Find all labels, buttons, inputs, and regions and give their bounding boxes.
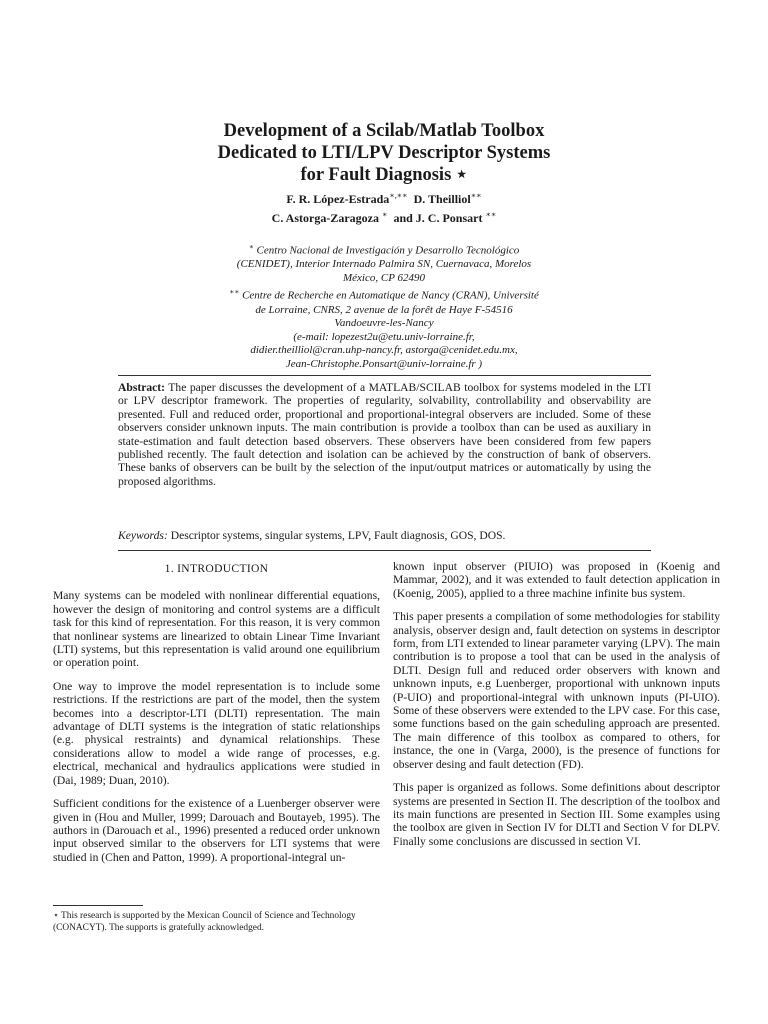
affiliation-line: México, CP 62490: [343, 271, 425, 284]
author-line-2: [100, 207, 668, 226]
abstract-label: Abstract:: [118, 381, 166, 394]
left-column: [53, 560, 380, 874]
keywords-bottom-rule: [118, 550, 651, 551]
footnote-text: This research is supported by the Mexican Council of Science and Technology (CONACYT). The supports is gratefully acknowledged.: [53, 911, 356, 933]
author-theilliol: D. Theilliol: [413, 192, 471, 206]
right-column: [393, 560, 720, 858]
author-ponsart: and J. C. Ponsart: [393, 211, 483, 225]
paragraph: Sufficient conditions for the existence of a Luenberger observer were given in (Hou and Muller, 1999; Darouach and Boutayeb, 1995). The authors in (Darouach et al., 1996) presented a reduced order unknown input observed similar to the observers for LTI systems that were studied in (Chen and Patton, 1999). A proportional-integral un-: [53, 797, 380, 864]
keywords: [118, 529, 651, 543]
abstract-text: The paper discusses the development of a MATLAB/SCILAB toolbox for systems modeled in the LTI or LPV descriptor framework. The properties of regularity, solvability, controllability and observability are presented. Full and reduced order, proportional and proportional-integral observers are included. Some of these observers consider unknown inputs. The main contribution is provide a toolbox than can be used as auxiliary in state-estimation and fault detection based observers. These observers have been considered from few papers published recently. The fault detection and isolation can be achieved by the construction of bank of observers. These banks of observers can be built by the selection of the input/output matrices or automatically by using the proposed algorithms.: [118, 381, 651, 488]
abstract-top-rule: [118, 375, 651, 376]
paragraph: Many systems can be modeled with nonlinear differential equations, however the design of monitoring and control systems are a difficult task for this kind of representation. For this reason, it is very common that nonlinear systems are linearized to obtain Linear Time Invariant (LTI) systems, but this representation is valid around one equilibrium or operation point.: [53, 589, 380, 670]
paper-title: [100, 120, 668, 186]
keywords-text: Descriptor systems, singular systems, LPV, Fault diagnosis, GOS, DOS.: [167, 529, 506, 542]
author-line-1: [100, 188, 668, 207]
affiliation-text: Centro Nacional de Investigación y Desarrollo Tecnológico: [256, 244, 520, 257]
abstract: [118, 381, 651, 488]
section-heading-introduction: 1. INTRODUCTION: [164, 562, 269, 575]
email-line: (e-mail: lopezest2u@etu.univ-lorraine.fr,: [293, 330, 475, 343]
affiliation-line: [150, 240, 618, 258]
author-list: [100, 188, 668, 226]
footnote: [53, 910, 380, 934]
paragraph: This paper is organized as follows. Some definitions about descriptor systems are presented in Section II. The description of the toolbox and its main functions are presented in Section III. Some examples using the toolbox are given in Section IV for DLTI and Section V for DLPV. Finally some conclusions are discussed in section VI.: [393, 781, 720, 848]
title-line-3: for Fault Diagnosis ⋆: [300, 165, 468, 185]
title-line-2: Dedicated to LTI/LPV Descriptor Systems: [217, 143, 551, 163]
footnote-mark: ⋆: [53, 911, 59, 921]
paragraph: known input observer (PIUIO) was proposed in (Koenig and Mammar, 2002), and it was extended to fault detection application in (Koenig, 2005), applied to a three machine infinite bus system.: [393, 560, 720, 600]
author-mark: ∗∗: [485, 210, 497, 219]
title-line-1: Development of a Scilab/Matlab Toolbox: [223, 121, 545, 141]
footnote-rule: [53, 905, 143, 906]
affiliation-line: (CENIDET), Interior Internado Palmira SN, Cuernavaca, Morelos: [236, 258, 532, 271]
affiliation-line: Vandoeuvre-les-Nancy: [334, 317, 434, 330]
author-mark: ∗,∗∗: [389, 191, 408, 200]
email-line: Jean-Christophe.Ponsart@univ-lorraine.fr ): [285, 358, 483, 371]
email-line: didier.theilliol@cran.uhp-nancy.fr, astorga@cenidet.edu.mx,: [250, 344, 518, 357]
keywords-label: Keywords:: [118, 529, 168, 542]
paragraph: This paper presents a compilation of some methodologies for stability analysis, observer design and, fault detection on systems in descriptor form, from LTI extended to linear parameter varying (LPV). The main contribution is to propose a tool that can be used in the analysis of DLTI. Design full and reduced order observers with known and unknown inputs, e.g Luenberger, proportional with unknown inputs (P-UIO) and proportional-integral with unknown inputs (PI-UIO). Some of these observers were extended to the LPV case. For this case, some functions based on the gain scheduling approach are presented. The main difference of this toolbox as compared to others, for instance, the one in (Varga, 2000), is the presence of functions for observer desing and fault detection (FD).: [393, 610, 720, 771]
author-mark: ∗∗: [470, 191, 482, 200]
affiliation-mark: ∗∗: [229, 287, 240, 297]
affiliation-text: Centre de Recherche en Automatique de Nancy (CRAN), Université: [242, 290, 539, 303]
author-lopez-estrada: F. R. López-Estrada: [286, 192, 390, 206]
paragraph: One way to improve the model representation is to include some restrictions. If the restrictions are part of the model, then the system becomes into a descriptor-LTI (DLTI) representation. The main advantage of DLTI systems is the integration of static relationships (e.g. physical restraints) and dynamical relationships. These considerations allow to model a wide range of processes, e.g. electrical, mechanical and hydraulics applications were studied in (Dai, 1989; Duan, 2010).: [53, 679, 380, 787]
author-mark: ∗: [382, 210, 388, 219]
affiliation-line: de Lorraine, CNRS, 2 avenue de la forêt de Haye F-54516: [255, 303, 513, 316]
affiliation-mark: ∗: [248, 242, 254, 251]
affiliation-line: [150, 285, 618, 303]
author-astorga-zaragoza: C. Astorga-Zaragoza: [271, 211, 379, 225]
affiliations: [150, 240, 618, 372]
